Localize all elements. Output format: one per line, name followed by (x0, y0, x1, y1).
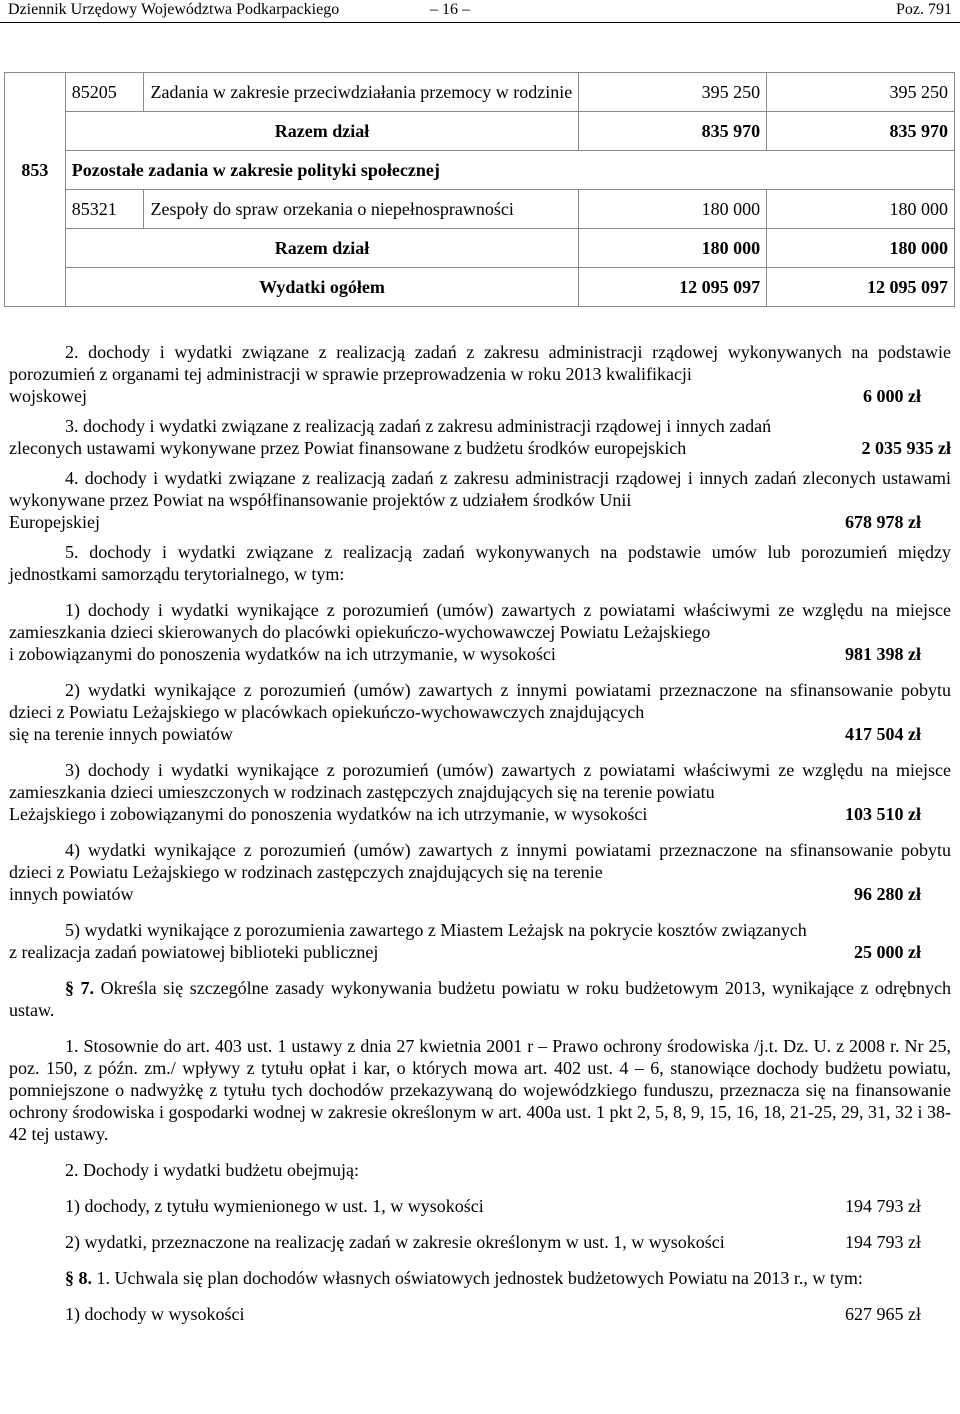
amount-line: 1) dochody, z tytułu wymienionego w ust. 1, w wysokości 194 793 zł (65, 1196, 921, 1216)
amount: 25 000 zł (854, 942, 921, 962)
value-cell: 180 000 (767, 229, 955, 268)
total-label: Razem dział (65, 229, 579, 268)
document-body (9, 341, 951, 1325)
amount: 2 035 935 zł (861, 438, 951, 458)
page-header (0, 0, 960, 23)
section-number: § 8. (65, 1268, 92, 1288)
paragraph: 5. dochody i wydatki związane z realizacją zadań wykonywanych na podstawie umów lub porozumień między jednostkami samorządu terytorialnego, w tym: (9, 542, 951, 584)
amount-line: 2) wydatki, przeznaczone na realizację zadań w zakresie określonym w ust. 1, w wysokości 194 793 zł (65, 1232, 921, 1252)
budget-table (4, 72, 955, 307)
value-cell: 180 000 (579, 229, 767, 268)
list-item: 4) wydatki wynikające z porozumień (umów) zawartych z innymi powiatami przeznaczone na sfinansowanie pobytu dzieci z Powiatu Leżajskiego w rodzinach zastępczych znajdujących się na terenie (9, 840, 951, 882)
value-cell: 180 000 (767, 190, 955, 229)
value-cell: 12 095 097 (579, 268, 767, 307)
paragraph: 2. Dochody i wydatki budżetu obejmują: (65, 1160, 359, 1180)
grand-total-label: Wydatki ogółem (65, 268, 579, 307)
paragraph: 1. Stosownie do art. 403 ust. 1 ustawy z dnia 27 kwietnia 2001 r – Prawo ochrony środowiska /j.t. Dz. U. z 2008 r. Nr 25, poz. 150, z późn. zm./ wpływy z tytułu opłat i kar, o których mowa art. 402 ust. 4 – 6, stanowiące dochody budżetu powiatu, pomniejszone o nadwyżkę z tytułu tych dochodów przekazywaną do wojewódzkiego funduszu, przeznacza się na finansowanie ochrony środowiska i gospodarki wodnej w zakresie określonym w art. 400a ust. 1 pkt 2, 5, 8, 9, 15, 16, 18, 21-25, 29, 31, 32 i 38-42 tej ustawy. (9, 1036, 951, 1144)
amount-line: innych powiatów 96 280 zł (9, 884, 921, 904)
value-cell: 395 250 (767, 73, 955, 112)
amount: 103 510 zł (845, 804, 921, 824)
value-cell: 12 095 097 (767, 268, 955, 307)
name-cell: Zespoły do spraw orzekania o niepełnosprawności (144, 190, 579, 229)
amount: 678 978 zł (845, 512, 921, 532)
table-row (5, 229, 955, 268)
amount: 981 398 zł (845, 644, 921, 664)
rozdzial-cell: 85321 (65, 190, 144, 229)
amount-line: Leżajskiego i zobowiązanymi do ponoszenia wydatków na ich utrzymanie, w wysokości 103 510 zł (9, 804, 921, 824)
amount-line: zleconych ustawami wykonywane przez Powiat finansowane z budżetu środków europejskich 2 035 935 zł (9, 438, 951, 458)
section-paragraph: § 7. Określa się szczególne zasady wykonywania budżetu powiatu w roku budżetowym 2013, wynikające z odrębnych ustaw. (9, 978, 952, 1020)
value-cell: 835 970 (579, 112, 767, 151)
value-cell: 835 970 (767, 112, 955, 151)
table-row (5, 268, 955, 307)
amount-line: Europejskiej 678 978 zł (9, 512, 921, 532)
amount-line: wojskowej 6 000 zł (9, 386, 921, 406)
paragraph: 3. dochody i wydatki związane z realizacją zadań z zakresu administracji rządowej i innych zadań (65, 416, 772, 436)
table-row (5, 73, 955, 112)
name-cell: Zadania w zakresie przeciwdziałania przemocy w rodzinie (144, 73, 579, 112)
amount: 96 280 zł (854, 884, 921, 904)
position-number: Poz. 791 (896, 1, 952, 18)
amount: 627 965 zł (845, 1304, 921, 1324)
amount: 6 000 zł (863, 386, 921, 406)
amount: 417 504 zł (845, 724, 921, 744)
dzial-cell: 853 (5, 73, 66, 307)
page-number: – 16 – (430, 1, 470, 18)
amount-line: 1) dochody w wysokości 627 965 zł (65, 1304, 921, 1324)
amount: 194 793 zł (845, 1196, 921, 1216)
value-cell: 395 250 (579, 73, 767, 112)
list-item: 2) wydatki wynikające z porozumień (umów) zawartych z innymi powiatami przeznaczone na sfinansowanie pobytu dzieci z Powiatu Leżajskiego w placówkach opiekuńczo-wychowawczych znajdujących (9, 680, 951, 722)
amount: 194 793 zł (845, 1232, 921, 1252)
total-label: Razem dział (65, 112, 579, 151)
journal-title: Dziennik Urzędowy Województwa Podkarpackiego (8, 1, 340, 18)
rozdzial-cell: 85205 (65, 73, 144, 112)
amount-line: się na terenie innych powiatów 417 504 zł (9, 724, 921, 744)
section-paragraph: § 8. 1. Uchwala się plan dochodów własnych oświatowych jednostek budżetowych Powiatu na 2013 r., w tym: (65, 1268, 863, 1288)
paragraph: 4. dochody i wydatki związane z realizacją zadań z zakresu administracji rządowej i innych zadań zleconych ustawami wykonywane przez Powiat na współfinansowanie projektów z udziałem środków Unii (9, 468, 951, 510)
list-item: 1) dochody i wydatki wynikające z porozumień (umów) zawartych z powiatami właściwymi ze względu na miejsce zamieszkania dzieci skierowanych do placówki opiekuńczo-wychowawczej Powiatu Leżajskiego (9, 600, 951, 642)
section-number: § 7. (65, 978, 95, 998)
paragraph: 2. dochody i wydatki związane z realizacją zadań z zakresu administracji rządowej wykonywanych na podstawie porozumień z organami tej administracji w sprawie przeprowadzenia w roku 2013 kwalifikacji (9, 342, 951, 384)
amount-line: i zobowiązanymi do ponoszenia wydatków na ich utrzymanie, w wysokości 981 398 zł (9, 644, 921, 664)
list-item: 5) wydatki wynikające z porozumienia zawartego z Miastem Leżajsk na pokrycie kosztów związanych (65, 920, 807, 940)
table-row (5, 112, 955, 151)
dzial-name: Pozostałe zadania w zakresie polityki społecznej (65, 151, 954, 190)
table-row (5, 190, 955, 229)
amount-line: z realizacja zadań powiatowej biblioteki publicznej 25 000 zł (9, 942, 921, 962)
value-cell: 180 000 (579, 190, 767, 229)
list-item: 3) dochody i wydatki wynikające z porozumień (umów) zawartych z powiatami właściwymi ze względu na miejsce zamieszkania dzieci umieszczonych w rodzinach zastępczych znajdujących się na terenie powiatu (9, 760, 951, 802)
table-row (5, 151, 955, 190)
